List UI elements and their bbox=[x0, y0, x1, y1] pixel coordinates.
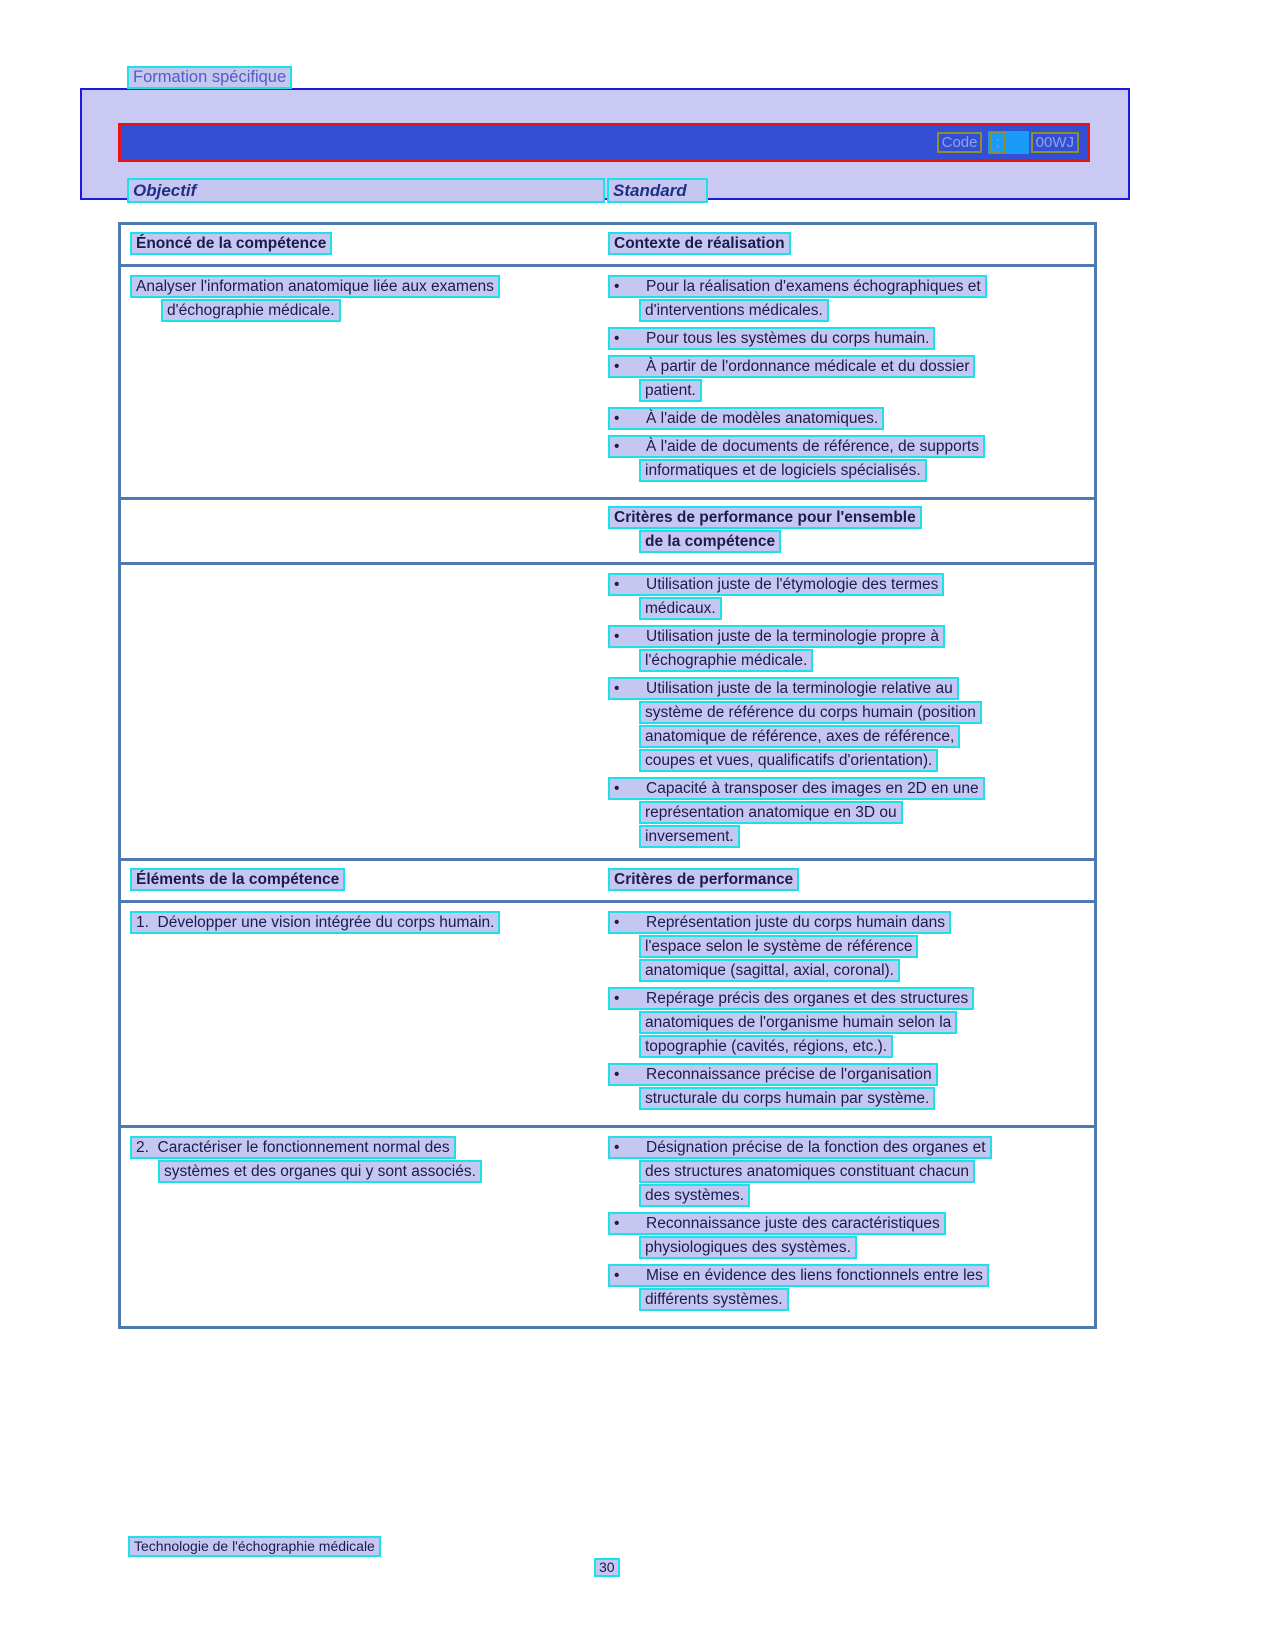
text-line: physiologiques des systèmes. bbox=[639, 1236, 857, 1259]
text-line: l'espace selon le système de référence bbox=[639, 935, 918, 958]
bullet-item bbox=[608, 777, 1094, 849]
table3-header-row bbox=[121, 861, 1094, 903]
page-number-text: 30 bbox=[594, 1558, 620, 1577]
table1-header-right-cell bbox=[599, 232, 1094, 256]
text-line: • À l'aide de modèles anatomiques. bbox=[608, 407, 884, 430]
text-line: l'échographie médicale. bbox=[639, 649, 813, 672]
text-line: de la compétence bbox=[639, 530, 781, 553]
criteres-ensemble-header bbox=[599, 506, 1094, 554]
bullet-icon: • bbox=[614, 438, 620, 455]
text-line: • À partir de l'ordonnance médicale et du dossier bbox=[608, 355, 975, 378]
criteres-1-cell bbox=[599, 911, 1094, 1115]
table1-header-row bbox=[121, 225, 1094, 267]
text-line: représentation anatomique en 3D ou bbox=[639, 801, 903, 824]
text-line: • Pour la réalisation d'examens échographiques et bbox=[608, 275, 987, 298]
criteres-header: Critères de performance bbox=[608, 868, 799, 891]
code-label: Code bbox=[937, 132, 983, 153]
bullet-icon: • bbox=[614, 1139, 620, 1156]
enonce-header: Énoncé de la compétence bbox=[130, 232, 332, 255]
contexte-header: Contexte de réalisation bbox=[608, 232, 791, 255]
table2-header-left-cell bbox=[121, 506, 599, 554]
text-line: anatomique (sagittal, axial, coronal). bbox=[639, 959, 900, 982]
text-line: • Reconnaissance juste des caractéristiques bbox=[608, 1212, 946, 1235]
text-line: médicaux. bbox=[639, 597, 722, 620]
table2-empty-cell bbox=[121, 573, 599, 853]
text-line: structurale du corps humain par système. bbox=[639, 1087, 935, 1110]
text-line: • Utilisation juste de la terminologie propre à bbox=[608, 625, 945, 648]
objectif-heading-text: Objectif bbox=[127, 178, 605, 203]
table3-header-left-cell bbox=[121, 868, 599, 892]
section-label bbox=[127, 66, 292, 90]
text-line: d'échographie médicale. bbox=[161, 299, 341, 322]
element-1-cell bbox=[121, 911, 599, 1115]
page-number bbox=[594, 1558, 620, 1578]
bullet-icon: • bbox=[614, 278, 620, 295]
contexte-cell bbox=[599, 275, 1094, 487]
bullet-item bbox=[608, 573, 1094, 621]
standard-heading-text: Standard bbox=[607, 178, 708, 203]
bullet-icon: • bbox=[614, 680, 620, 697]
enonce-cell bbox=[121, 275, 599, 487]
bullet-icon: • bbox=[614, 358, 620, 375]
text-line: • Utilisation juste de la terminologie relative au bbox=[608, 677, 959, 700]
text-line: 2. Caractériser le fonctionnement normal des bbox=[130, 1136, 456, 1159]
text-line: • Pour tous les systèmes du corps humain. bbox=[608, 327, 935, 350]
text-line: • Capacité à transposer des images en 2D en une bbox=[608, 777, 985, 800]
text-line: • À l'aide de documents de référence, de supports bbox=[608, 435, 985, 458]
bullet-item bbox=[608, 677, 1094, 773]
text-line: des structures anatomiques constituant chacun bbox=[639, 1160, 975, 1183]
text-line: anatomiques de l'organisme humain selon la bbox=[639, 1011, 957, 1034]
bullet-icon: • bbox=[614, 780, 620, 797]
competency-title-band bbox=[118, 123, 1090, 162]
section-label-text: Formation spécifique bbox=[127, 66, 292, 89]
text-line: • Mise en évidence des liens fonctionnels entre les bbox=[608, 1264, 989, 1287]
text-line: des systèmes. bbox=[639, 1184, 750, 1207]
bullet-icon: • bbox=[614, 330, 620, 347]
enonce-contexte-table bbox=[118, 222, 1097, 500]
text-line: • Désignation précise de la fonction des organes et bbox=[608, 1136, 992, 1159]
code-separator-highlight bbox=[988, 131, 1028, 154]
bullet-item bbox=[608, 1063, 1094, 1111]
bullet-item bbox=[608, 1264, 1094, 1312]
bullet-icon: • bbox=[614, 576, 620, 593]
text-line: • Repérage précis des organes et des structures bbox=[608, 987, 974, 1010]
table1-header-left-cell bbox=[121, 232, 599, 256]
table1-body-row bbox=[121, 267, 1094, 497]
text-line: inversement. bbox=[639, 825, 740, 848]
bullet-item bbox=[608, 1212, 1094, 1260]
table2-body-row bbox=[121, 565, 1094, 863]
bullet-item bbox=[608, 355, 1094, 403]
bullet-item bbox=[608, 435, 1094, 483]
text-line: coupes et vues, qualificatifs d'orientation). bbox=[639, 749, 938, 772]
criteres-ensemble-cell bbox=[599, 573, 1094, 853]
text-line: d'interventions médicales. bbox=[639, 299, 829, 322]
text-line: différents systèmes. bbox=[639, 1288, 789, 1311]
standard-heading bbox=[607, 178, 708, 204]
element-2-cell bbox=[121, 1136, 599, 1316]
table2-header-row bbox=[121, 500, 1094, 565]
table3-header-right-cell bbox=[599, 868, 1094, 892]
text-line: Critères de performance pour l'ensemble bbox=[608, 506, 922, 529]
text-line: 1. Développer une vision intégrée du corps humain. bbox=[130, 911, 500, 934]
footer-program-title bbox=[128, 1536, 381, 1558]
bullet-item bbox=[608, 327, 1094, 351]
text-line: informatiques et de logiciels spécialisés. bbox=[639, 459, 927, 482]
bullet-icon: • bbox=[614, 410, 620, 427]
bullet-icon: • bbox=[614, 1066, 620, 1083]
criteres-ensemble-table bbox=[118, 497, 1097, 866]
bullet-item bbox=[608, 275, 1094, 323]
bullet-icon: • bbox=[614, 628, 620, 645]
objectif-heading bbox=[127, 178, 605, 204]
text-line: • Reconnaissance précise de l'organisation bbox=[608, 1063, 938, 1086]
bullet-item bbox=[608, 625, 1094, 673]
text-line: topographie (cavités, régions, etc.). bbox=[639, 1035, 893, 1058]
elements-criteres-table bbox=[118, 858, 1097, 1329]
text-line: systèmes et des organes qui y sont associés. bbox=[158, 1160, 482, 1183]
footer-program-title-text: Technologie de l'échographie médicale bbox=[128, 1536, 381, 1557]
bullet-icon: • bbox=[614, 1267, 620, 1284]
text-line: système de référence du corps humain (position bbox=[639, 701, 982, 724]
text-line: Analyser l'information anatomique liée aux examens bbox=[130, 275, 500, 298]
code-separator: : bbox=[990, 132, 1004, 153]
bullet-item bbox=[608, 987, 1094, 1059]
text-line: • Représentation juste du corps humain dans bbox=[608, 911, 951, 934]
criteres-2-cell bbox=[599, 1136, 1094, 1316]
bullet-item bbox=[608, 911, 1094, 983]
table3-row-1 bbox=[121, 903, 1094, 1125]
bullet-item bbox=[608, 407, 1094, 431]
text-line: patient. bbox=[639, 379, 702, 402]
code-value: 00WJ bbox=[1031, 132, 1079, 153]
table3-row-2 bbox=[121, 1125, 1094, 1326]
bullet-icon: • bbox=[614, 1215, 620, 1232]
bullet-icon: • bbox=[614, 914, 620, 931]
bullet-icon: • bbox=[614, 990, 620, 1007]
text-line: anatomique de référence, axes de référence, bbox=[639, 725, 960, 748]
elements-header: Éléments de la compétence bbox=[130, 868, 345, 891]
text-line: • Utilisation juste de l'étymologie des termes bbox=[608, 573, 944, 596]
bullet-item bbox=[608, 1136, 1094, 1208]
